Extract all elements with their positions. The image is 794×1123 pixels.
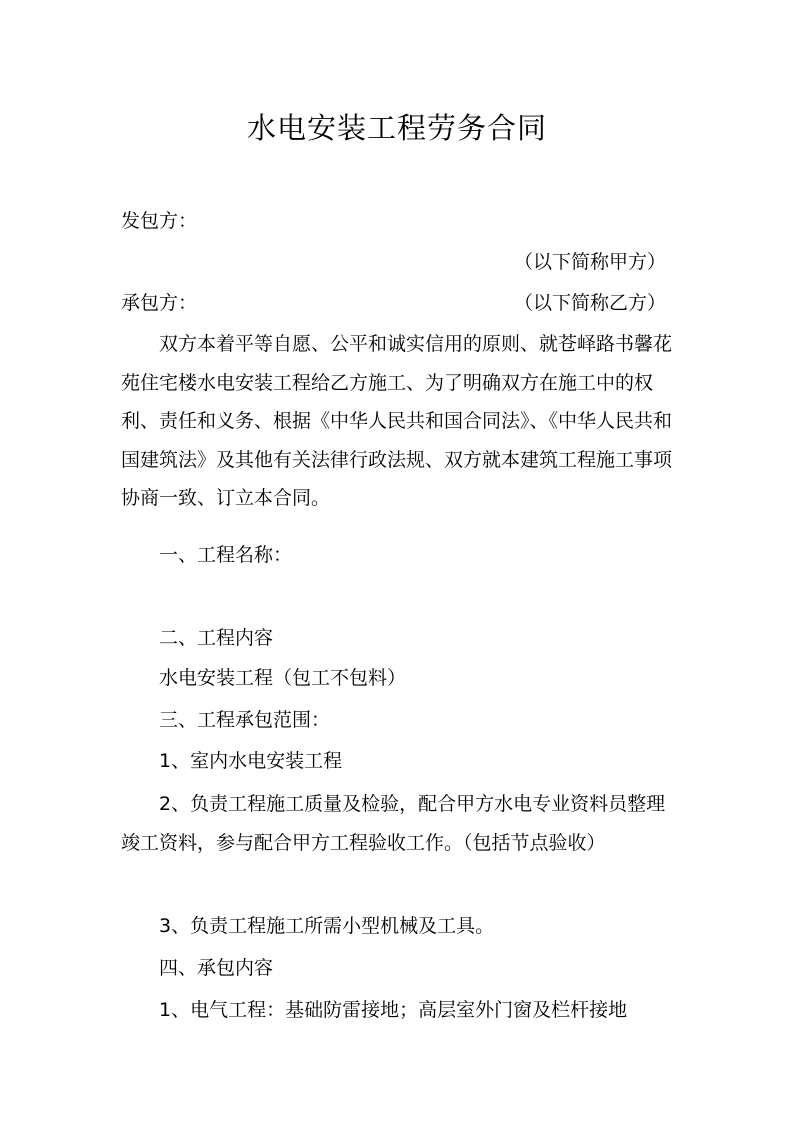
section-3-heading: 三、工程承包范围：: [159, 709, 331, 731]
document-title: 水电安装工程劳务合同: [246, 111, 547, 145]
section-3-item-1: 1、室内水电安装工程: [159, 750, 343, 772]
section-4-heading: 四、承包内容: [159, 957, 274, 979]
section-3-item-2: 2、负责工程施工质量及检验，配合甲方水电专业资料员整理竣工资料，参与配合甲方工程验收工作。（包括节点验收）: [121, 793, 666, 854]
party-a-label: 发包方：: [121, 210, 198, 232]
party-b-note: （以下简称乙方）: [513, 292, 666, 314]
section-2-heading: 二、工程内容: [159, 627, 274, 649]
section-4-item-1: 1、电气工程：基础防雷接地；高层室外门窗及栏杆接地: [159, 999, 628, 1021]
section-2-content: 水电安装工程（包工不包料）: [159, 667, 407, 689]
party-a-note: （以下简称甲方）: [513, 251, 666, 273]
section-3-item-3: 3、负责工程施工所需小型机械及工具。: [159, 915, 495, 937]
section-1-heading: 一、工程名称：: [159, 544, 293, 566]
party-b-label: 承包方：: [121, 292, 198, 314]
intro-paragraph: 双方本着平等自愿、公平和诚实信用的原则、就苍峄路书馨花苑住宅楼水电安装工程给乙方施工、为了明确双方在施工中的权利、责任和义务、根据《中华人民共和国合同法》、《中华人民共和国建筑法》及其他有关法律行政法规、双方就本建筑工程施工事项协商一致、订立本合同。: [121, 333, 673, 509]
